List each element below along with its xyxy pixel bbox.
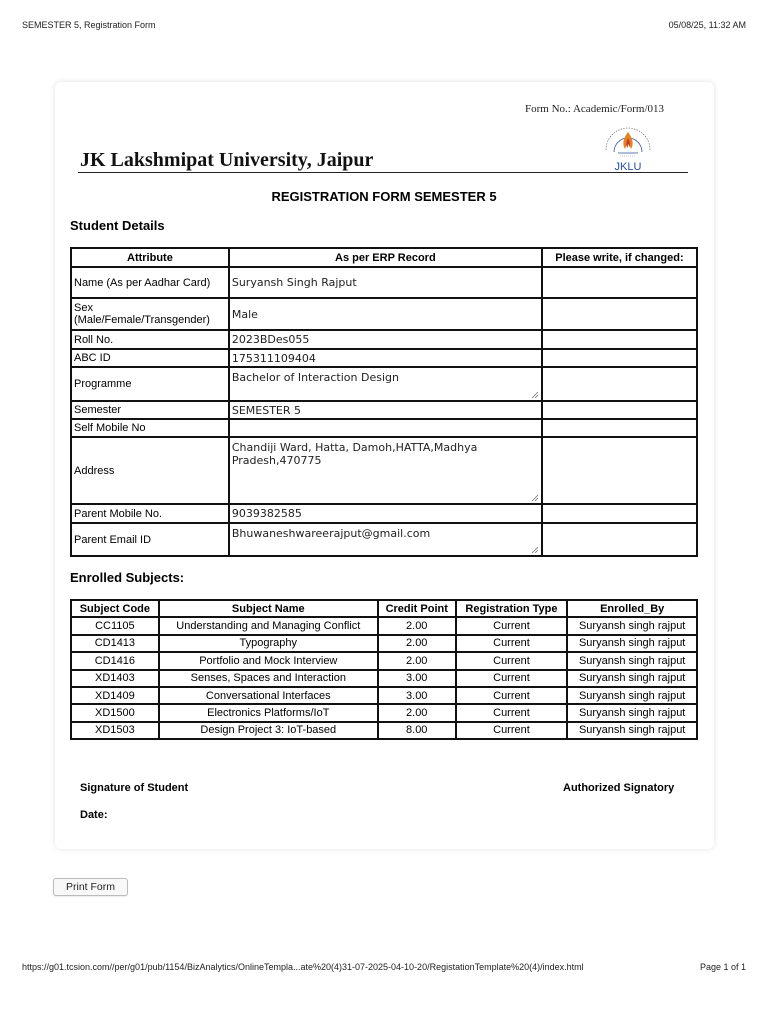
header-credit-point: Credit Point [378,600,456,617]
attribute-label: Self Mobile No [71,419,229,437]
registration-type: Current [456,670,568,687]
parent-email-textarea[interactable] [229,523,542,556]
programme-textarea[interactable] [229,367,542,401]
header-attribute: Attribute [71,248,229,267]
authorized-signatory-label: Authorized Signatory [563,782,675,794]
resize-handle-icon[interactable] [531,546,538,553]
logo-text: JKLU [614,161,642,173]
registration-type: Current [456,635,568,652]
subject-name: Conversational Interfaces [159,687,378,704]
registration-type: Current [456,652,568,669]
registration-type: Current [456,617,568,634]
subject-name: Understanding and Managing Conflict [159,617,378,634]
table-header-row [71,600,697,617]
subject-code: XD1409 [71,687,159,704]
credit-point: 2.00 [378,617,456,634]
student-details-table [70,247,698,557]
sex-field[interactable]: Male [229,298,542,330]
table-row [71,349,697,367]
table-row [71,367,697,401]
print-header-title: SEMESTER 5, Registration Form [22,20,156,30]
subject-code: CC1105 [71,617,159,634]
registration-type: Current [456,722,568,739]
subject-name: Electronics Platforms/IoT [159,704,378,721]
attribute-label: Semester [71,401,229,419]
print-header-timestamp: 05/08/25, 11:32 AM [668,20,746,30]
registration-type: Current [456,704,568,721]
print-form-button[interactable]: Print Form [53,878,128,896]
credit-point: 2.00 [378,652,456,669]
subject-code: CD1413 [71,635,159,652]
header-erp-record: As per ERP Record [229,248,542,267]
enrolled-by: Suryansh singh rajput [567,722,697,739]
abc-id-field[interactable]: 175311109404 [229,349,542,367]
header-enrolled-by: Enrolled_By [567,600,697,617]
parent-mobile-field[interactable]: 9039382585 [229,504,542,523]
self-mobile-field[interactable] [229,419,542,437]
table-row [71,298,697,330]
subject-code: XD1503 [71,722,159,739]
credit-point: 2.00 [378,704,456,721]
table-row [71,617,697,634]
programme-value: Bachelor of Interaction Design [231,371,399,384]
parent-mobile-change-input[interactable] [542,504,697,523]
abc-id-change-input[interactable] [542,349,697,367]
programme-change-input[interactable] [542,367,697,401]
page-number: Page 1 of 1 [699,962,746,972]
table-row [71,330,697,349]
address-value: Chandiji Ward, Hatta, Damoh,HATTA,Madhya Pradesh,470775 [231,441,478,467]
credit-point: 3.00 [378,670,456,687]
table-row [71,687,697,704]
enrolled-by: Suryansh singh rajput [567,617,697,634]
table-row [71,652,697,669]
attribute-label: Programme [71,367,229,401]
university-logo [596,118,660,174]
table-header-row [71,248,697,267]
subject-name: Portfolio and Mock Interview [159,652,378,669]
subject-name: Senses, Spaces and Interaction [159,670,378,687]
print-footer [22,962,746,974]
header-subject-code: Subject Code [71,600,159,617]
attribute-label: Roll No. [71,330,229,349]
attribute-label: Address [71,437,229,504]
form-title: REGISTRATION FORM SEMESTER 5 [271,189,497,204]
date-label: Date: [80,809,108,821]
attribute-label: Parent Email ID [71,523,229,556]
resize-handle-icon[interactable] [531,391,538,398]
semester-change-input[interactable] [542,401,697,419]
student-details-heading: Student Details [70,218,165,233]
subject-code: XD1500 [71,704,159,721]
table-row [71,437,697,504]
university-name: JK Lakshmipat University, Jaipur [80,149,374,171]
header-registration-type: Registration Type [456,600,568,617]
registration-type: Current [456,687,568,704]
roll-no-field[interactable]: 2023BDes055 [229,330,542,349]
parent-email-value: Bhuwaneshwareerajput@gmail.com [231,527,431,540]
parent-email-change-input[interactable] [542,523,697,556]
enrolled-by: Suryansh singh rajput [567,635,697,652]
print-header [22,20,746,32]
credit-point: 2.00 [378,635,456,652]
name-field[interactable]: Suryansh Singh Rajput [229,267,542,298]
table-row [71,722,697,739]
enrolled-by: Suryansh singh rajput [567,687,697,704]
attribute-label: Parent Mobile No. [71,504,229,523]
sex-change-input[interactable] [542,298,697,330]
subject-code: CD1416 [71,652,159,669]
enrolled-subjects-table [70,599,698,740]
enrolled-by: Suryansh singh rajput [567,670,697,687]
table-row [71,401,697,419]
student-signature-label: Signature of Student [80,782,189,794]
page-url: https://g01.tcsion.com//per/g01/pub/1154/BizAnalytics/OnlineTempla...ate%20(4)31-07-2025-04-10-20/RegistationTemplate%20(4)/index.html [22,962,584,972]
table-row [71,704,697,721]
attribute-label: ABC ID [71,349,229,367]
header-changed: Please write, if changed: [542,248,697,267]
address-textarea[interactable] [229,437,542,504]
subject-name: Typography [159,635,378,652]
subject-code: XD1403 [71,670,159,687]
resize-handle-icon[interactable] [531,494,538,501]
table-row [71,670,697,687]
attribute-label: Sex (Male/Female/Transgender) [71,298,229,330]
credit-point: 8.00 [378,722,456,739]
enrolled-by: Suryansh singh rajput [567,704,697,721]
enrolled-subjects-heading: Enrolled Subjects: [70,570,185,585]
table-row [71,419,697,437]
jklu-logo-icon [596,118,660,174]
table-row [71,504,697,523]
name-change-input[interactable] [542,267,697,298]
header-subject-name: Subject Name [159,600,378,617]
table-row [71,635,697,652]
subject-name: Design Project 3: IoT-based [159,722,378,739]
semester-field[interactable]: SEMESTER 5 [229,401,542,419]
attribute-label: Name (As per Aadhar Card) [71,267,229,298]
address-change-input[interactable] [542,437,697,504]
credit-point: 3.00 [378,687,456,704]
enrolled-by: Suryansh singh rajput [567,652,697,669]
table-row [71,523,697,556]
table-row [71,267,697,298]
roll-no-change-input[interactable] [542,330,697,349]
form-number: Form No.: Academic/Form/013 [525,103,665,115]
self-mobile-change-input[interactable] [542,419,697,437]
